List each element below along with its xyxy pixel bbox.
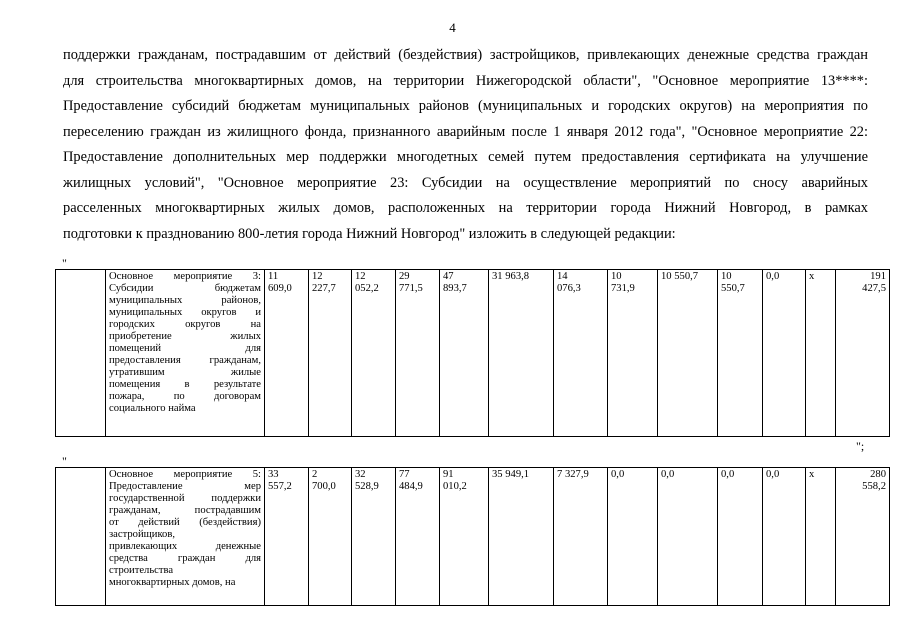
value-text: 771,5 <box>399 283 423 294</box>
measure-name-line: городских округов на <box>109 319 261 330</box>
value-text: 31 963,8 <box>492 271 530 282</box>
open-quote-1: " <box>62 256 67 270</box>
value-text: 609,0 <box>268 283 292 294</box>
value-text: 12 <box>355 271 366 282</box>
measure-name-line: предоставления гражданам, <box>109 355 261 366</box>
value-text: 0,0 <box>721 469 735 480</box>
value-cell <box>265 270 309 437</box>
value-text: 77 <box>399 469 410 480</box>
measure-name-line: Предоставление мер <box>109 481 261 492</box>
measure-name-line: помещения в результате <box>109 379 261 390</box>
table-row <box>56 468 890 606</box>
measure-name-line: муниципальных округов и <box>109 307 261 318</box>
value-cell <box>836 468 890 606</box>
page-number: 4 <box>449 20 456 35</box>
value-cell <box>396 468 440 606</box>
measure-name-line: приобретение жилых <box>109 331 261 342</box>
value-text: 33 <box>268 469 279 480</box>
measure-name-cell <box>106 270 265 437</box>
value-cell <box>396 270 440 437</box>
measure-name-line: помещений для <box>109 343 261 354</box>
value-text: 528,9 <box>355 481 379 492</box>
measure-name-line: пожара, по договорам <box>109 391 261 402</box>
value-text: 731,9 <box>611 283 635 294</box>
measure-name-line: государственной поддержки <box>109 493 261 504</box>
value-text: x <box>809 469 815 480</box>
value-cell <box>265 468 309 606</box>
value-text: 0,0 <box>661 469 675 480</box>
value-text: 052,2 <box>355 283 379 294</box>
measure-name-line: Субсидии бюджетам <box>109 283 261 294</box>
measure-name-line: муниципальных районов, <box>109 295 261 306</box>
value-cell <box>763 270 806 437</box>
value-text: 0,0 <box>766 271 780 282</box>
value-text: 2 <box>312 469 318 480</box>
value-cell <box>440 468 489 606</box>
table-row <box>56 270 890 437</box>
value-cell <box>658 468 718 606</box>
value-text: 32 <box>355 469 366 480</box>
paragraph-line: подготовки к празднованию 800-летия города Нижний Новгород" изложить в следующей редакции: <box>63 225 676 242</box>
value-cell <box>763 468 806 606</box>
measure-name-line: строительства <box>109 565 174 576</box>
paragraph-line: Предоставление субсидий бюджетам муниципальных районов (муниципальных и городских округов) на мероприятия по <box>63 98 868 114</box>
measure-name-line: привлекающих денежные <box>109 541 261 552</box>
value-text: 484,9 <box>399 481 423 492</box>
value-cell <box>608 468 658 606</box>
value-text: 227,7 <box>312 283 336 294</box>
value-text: 47 <box>443 271 454 282</box>
paragraph-line: жилищных условий", "Основное мероприятие 23: Субсидии на осуществление мероприятий по сносу аварийных <box>63 174 868 191</box>
value-text: 191 <box>870 271 886 282</box>
value-cell <box>440 270 489 437</box>
value-text: 0,0 <box>611 469 625 480</box>
measure-name-line: от действий (бездействия) <box>109 517 261 528</box>
program-table-1 <box>55 269 890 437</box>
body-paragraph <box>63 43 868 247</box>
measure-name-cell <box>106 468 265 606</box>
value-cell <box>489 270 554 437</box>
paragraph-line: для строительства многоквартирных домов, на территории Нижегородской области", "Основное мероприятие 13****: <box>63 72 868 89</box>
value-cell <box>309 468 352 606</box>
program-table-2 <box>55 467 890 606</box>
value-text: 91 <box>443 469 454 480</box>
paragraph-line: Предоставление дополнительных мер поддержки многодетных семей путем предоставления сертификата на улучшение <box>63 149 868 165</box>
paragraph-line: поддержки гражданам, пострадавшим от действий (бездействия) застройщиков, привлекающих денежные средства граждан <box>63 47 868 63</box>
measure-name-line: многоквартирных домов, на <box>109 577 236 588</box>
value-cell <box>554 468 608 606</box>
value-cell <box>806 270 836 437</box>
value-cell <box>554 270 608 437</box>
value-text: 010,2 <box>443 481 467 492</box>
value-cell <box>608 270 658 437</box>
open-quote-2: " <box>62 454 67 468</box>
value-text: 12 <box>312 271 323 282</box>
value-cell <box>806 468 836 606</box>
value-text: 280 <box>870 469 886 480</box>
value-text: 427,5 <box>862 283 886 294</box>
measure-name-line: Основное мероприятие 3: <box>109 271 261 282</box>
value-text: 0,0 <box>766 469 780 480</box>
measure-name-line: Основное мероприятие 5: <box>109 469 261 480</box>
value-text: 7 327,9 <box>557 469 589 480</box>
value-text: 29 <box>399 271 410 282</box>
value-cell <box>352 270 396 437</box>
value-cell <box>718 468 763 606</box>
measure-name-line: социального найма <box>109 403 196 414</box>
value-text: 10 <box>611 271 622 282</box>
paragraph-line: переселению граждан из жилищного фонда, признанного аварийным после 1 января 2012 года", "Основное мероприятие 22: <box>63 123 868 140</box>
value-text: 550,7 <box>721 283 745 294</box>
value-cell <box>836 270 890 437</box>
empty-cell <box>56 468 106 606</box>
paragraph-line: расселенных многоквартирных жилых домов, расположенных на территории города Нижний Новгород, в рамках <box>63 200 868 216</box>
measure-name-line: застройщиков, <box>109 529 175 540</box>
value-text: x <box>809 271 815 282</box>
value-text: 700,0 <box>312 481 336 492</box>
value-text: 558,2 <box>862 481 886 492</box>
measure-name-line: гражданам, пострадавшим <box>109 505 261 516</box>
value-text: 14 <box>557 271 568 282</box>
measure-name-line: средства граждан для <box>109 553 261 564</box>
value-text: 10 <box>721 271 732 282</box>
value-text: 893,7 <box>443 283 467 294</box>
value-cell <box>718 270 763 437</box>
value-cell <box>309 270 352 437</box>
value-text: 11 <box>268 271 279 282</box>
measure-name-line: утратившим жилые <box>109 367 261 378</box>
empty-cell <box>56 270 106 437</box>
close-quote: "; <box>856 439 865 453</box>
value-cell <box>352 468 396 606</box>
value-text: 35 949,1 <box>492 469 530 480</box>
value-text: 10 550,7 <box>661 271 699 282</box>
value-text: 557,2 <box>268 481 292 492</box>
value-cell <box>489 468 554 606</box>
value-cell <box>658 270 718 437</box>
value-text: 076,3 <box>557 283 581 294</box>
